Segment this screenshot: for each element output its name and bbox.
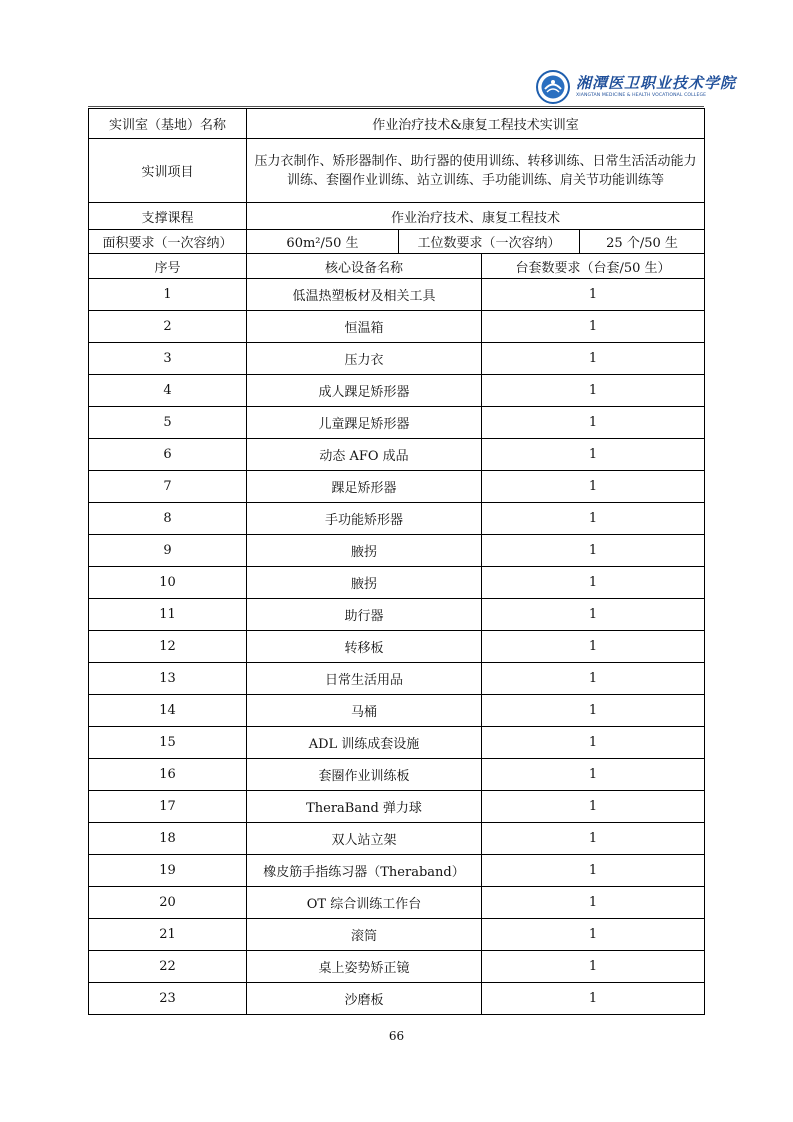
equipment-name: 动态 AFO 成品 — [247, 439, 482, 471]
row-index: 3 — [89, 343, 247, 375]
row-index: 23 — [89, 983, 247, 1015]
row-index: 8 — [89, 503, 247, 535]
table-row — [89, 663, 705, 695]
table-row — [89, 279, 705, 311]
equipment-name: 腋拐 — [247, 535, 482, 567]
equipment-qty: 1 — [482, 279, 705, 311]
college-logo — [536, 70, 736, 104]
equipment-header-row — [89, 254, 705, 279]
equipment-qty: 1 — [482, 727, 705, 759]
row-index: 13 — [89, 663, 247, 695]
area-value: 60m²/50 生 — [247, 230, 399, 254]
project-label: 实训项目 — [89, 139, 247, 203]
table-row — [89, 759, 705, 791]
row-index: 1 — [89, 279, 247, 311]
equipment-name: 滚筒 — [247, 919, 482, 951]
capacity-row — [89, 230, 705, 254]
equipment-name: 马桶 — [247, 695, 482, 727]
equipment-qty: 1 — [482, 503, 705, 535]
course-row — [89, 203, 705, 230]
station-value: 25 个/50 生 — [580, 230, 705, 254]
equipment-qty: 1 — [482, 887, 705, 919]
equipment-qty: 1 — [482, 855, 705, 887]
header-divider — [88, 106, 704, 107]
equipment-name: 转移板 — [247, 631, 482, 663]
table-row — [89, 343, 705, 375]
row-index: 5 — [89, 407, 247, 439]
table-row — [89, 375, 705, 407]
area-label: 面积要求（一次容纳） — [89, 230, 247, 254]
equipment-qty: 1 — [482, 535, 705, 567]
row-index: 21 — [89, 919, 247, 951]
equipment-qty: 1 — [482, 343, 705, 375]
row-index: 6 — [89, 439, 247, 471]
equipment-qty: 1 — [482, 791, 705, 823]
course-value: 作业治疗技术、康复工程技术 — [247, 203, 705, 230]
college-seal-icon — [536, 70, 570, 104]
row-index: 14 — [89, 695, 247, 727]
equipment-name: 腋拐 — [247, 567, 482, 599]
equipment-name: 套圈作业训练板 — [247, 759, 482, 791]
room-name-row — [89, 109, 705, 139]
table-row — [89, 567, 705, 599]
equipment-name: 恒温箱 — [247, 311, 482, 343]
station-label: 工位数要求（一次容纳） — [399, 230, 580, 254]
table-row — [89, 887, 705, 919]
table-row — [89, 439, 705, 471]
equipment-name: 桌上姿势矫正镜 — [247, 951, 482, 983]
equipment-name: 橡皮筋手指练习器（Theraband） — [247, 855, 482, 887]
equipment-name: 助行器 — [247, 599, 482, 631]
equipment-name: TheraBand 弹力球 — [247, 791, 482, 823]
row-index: 7 — [89, 471, 247, 503]
equipment-qty: 1 — [482, 951, 705, 983]
equipment-name: ADL 训练成套设施 — [247, 727, 482, 759]
project-row — [89, 139, 705, 203]
equipment-qty: 1 — [482, 631, 705, 663]
equipment-name: 双人站立架 — [247, 823, 482, 855]
table-row — [89, 855, 705, 887]
row-index: 18 — [89, 823, 247, 855]
equipment-qty: 1 — [482, 567, 705, 599]
table-row — [89, 407, 705, 439]
college-name-cn: 湘潭医卫职业技术学院 — [576, 74, 737, 92]
row-index: 20 — [89, 887, 247, 919]
equipment-qty: 1 — [482, 759, 705, 791]
equipment-qty: 1 — [482, 375, 705, 407]
equipment-name: 手功能矫形器 — [247, 503, 482, 535]
equipment-qty: 1 — [482, 663, 705, 695]
row-index: 15 — [89, 727, 247, 759]
table-row — [89, 631, 705, 663]
equipment-qty: 1 — [482, 439, 705, 471]
row-index: 16 — [89, 759, 247, 791]
equipment-name: 成人踝足矫形器 — [247, 375, 482, 407]
equipment-name: 沙磨板 — [247, 983, 482, 1015]
row-index: 22 — [89, 951, 247, 983]
equipment-name: OT 综合训练工作台 — [247, 887, 482, 919]
row-index: 9 — [89, 535, 247, 567]
table-row — [89, 471, 705, 503]
table-row — [89, 599, 705, 631]
row-index: 17 — [89, 791, 247, 823]
row-index: 10 — [89, 567, 247, 599]
table-row — [89, 503, 705, 535]
table-row — [89, 951, 705, 983]
table-row — [89, 823, 705, 855]
table-row — [89, 311, 705, 343]
row-index: 19 — [89, 855, 247, 887]
training-room-table — [88, 108, 705, 1015]
college-name-en: XIANGTAN MEDICINE & HEALTH VOCATIONAL COLLEGE — [576, 93, 707, 98]
equipment-name: 儿童踝足矫形器 — [247, 407, 482, 439]
room-value: 作业治疗技术&康复工程技术实训室 — [247, 109, 705, 139]
row-index: 11 — [89, 599, 247, 631]
col-name-header: 核心设备名称 — [247, 254, 482, 279]
col-qty-header: 台套数要求（台套/50 生） — [482, 254, 705, 279]
table-row — [89, 535, 705, 567]
equipment-name: 日常生活用品 — [247, 663, 482, 695]
row-index: 4 — [89, 375, 247, 407]
equipment-name: 踝足矫形器 — [247, 471, 482, 503]
row-index: 2 — [89, 311, 247, 343]
table-row — [89, 983, 705, 1015]
equipment-qty: 1 — [482, 695, 705, 727]
equipment-qty: 1 — [482, 407, 705, 439]
row-index: 12 — [89, 631, 247, 663]
table-row — [89, 919, 705, 951]
equipment-qty: 1 — [482, 471, 705, 503]
course-label: 支撑课程 — [89, 203, 247, 230]
table-row — [89, 695, 705, 727]
equipment-qty: 1 — [482, 311, 705, 343]
project-value: 压力衣制作、矫形器制作、助行器的使用训练、转移训练、日常生活活动能力训练、套圈作业训练、站立训练、手功能训练、肩关节功能训练等 — [247, 139, 705, 203]
equipment-qty: 1 — [482, 599, 705, 631]
equipment-qty: 1 — [482, 823, 705, 855]
page-number: 66 — [388, 1029, 405, 1043]
room-label: 实训室（基地）名称 — [89, 109, 247, 139]
equipment-qty: 1 — [482, 919, 705, 951]
equipment-qty: 1 — [482, 983, 705, 1015]
col-index-header: 序号 — [89, 254, 247, 279]
equipment-name: 压力衣 — [247, 343, 482, 375]
table-row — [89, 727, 705, 759]
equipment-name: 低温热塑板材及相关工具 — [247, 279, 482, 311]
table-row — [89, 791, 705, 823]
